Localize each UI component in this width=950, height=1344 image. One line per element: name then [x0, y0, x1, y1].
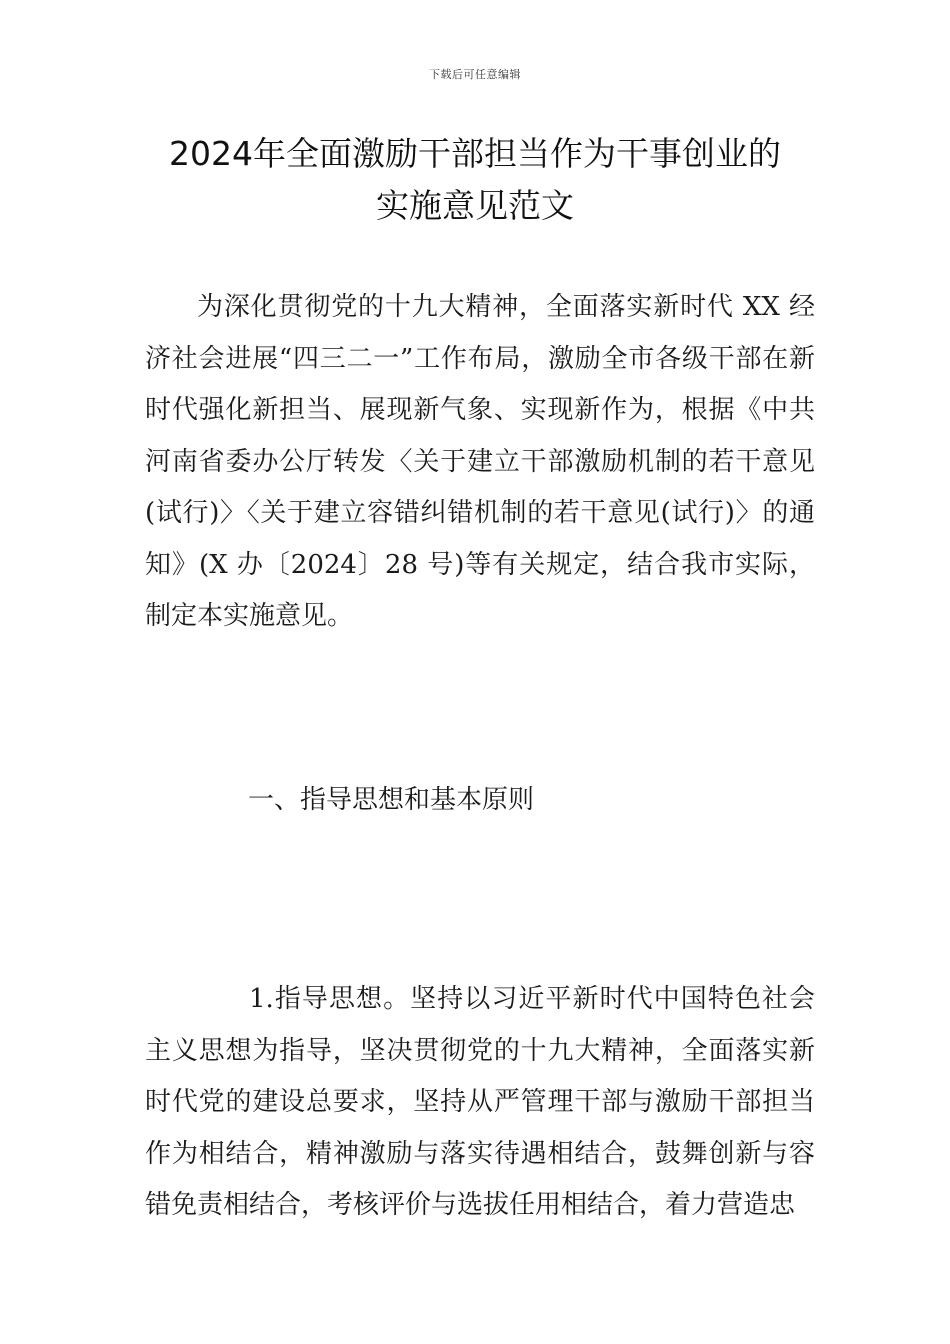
- section-heading: 一、指导思想和基本原则: [248, 785, 535, 815]
- title-line-2: 实施意见范文: [376, 186, 574, 225]
- guiding-ideology-paragraph: 1.指导思想。坚持以习近平新时代中国特色社会主义思想为指导，坚决贯彻党的十九大精神，全面落实新时代党的建设总要求，坚持从严管理干部与激励干部担当作为相结合，精神激励与落实待遇相结合，鼓舞创新与容错免责相结合，考核评价与选拔任用相结合，着力营造忠: [145, 984, 815, 1220]
- intro-paragraph: 为深化贯彻党的十九大精神，全面落实新时代 XX 经济社会进展“四三二一”工作布局，激励全市各级干部在新时代强化新担当、展现新气象、实现新作为，根据《中共河南省委办公厅转发〈关于建立干部激励机制的若干意见(试行)〉〈关于建立容错纠错机制的若干意见(试行)〉的通知》(X 办〔2024〕28 号)等有关规定，结合我市实际，制定本实施意见。: [145, 292, 815, 631]
- document-title: [60, 128, 890, 232]
- title-line-1: 2024年全面激励干部担当作为干事创业的: [169, 134, 781, 173]
- header-note: 下载后可任意编辑: [429, 68, 521, 81]
